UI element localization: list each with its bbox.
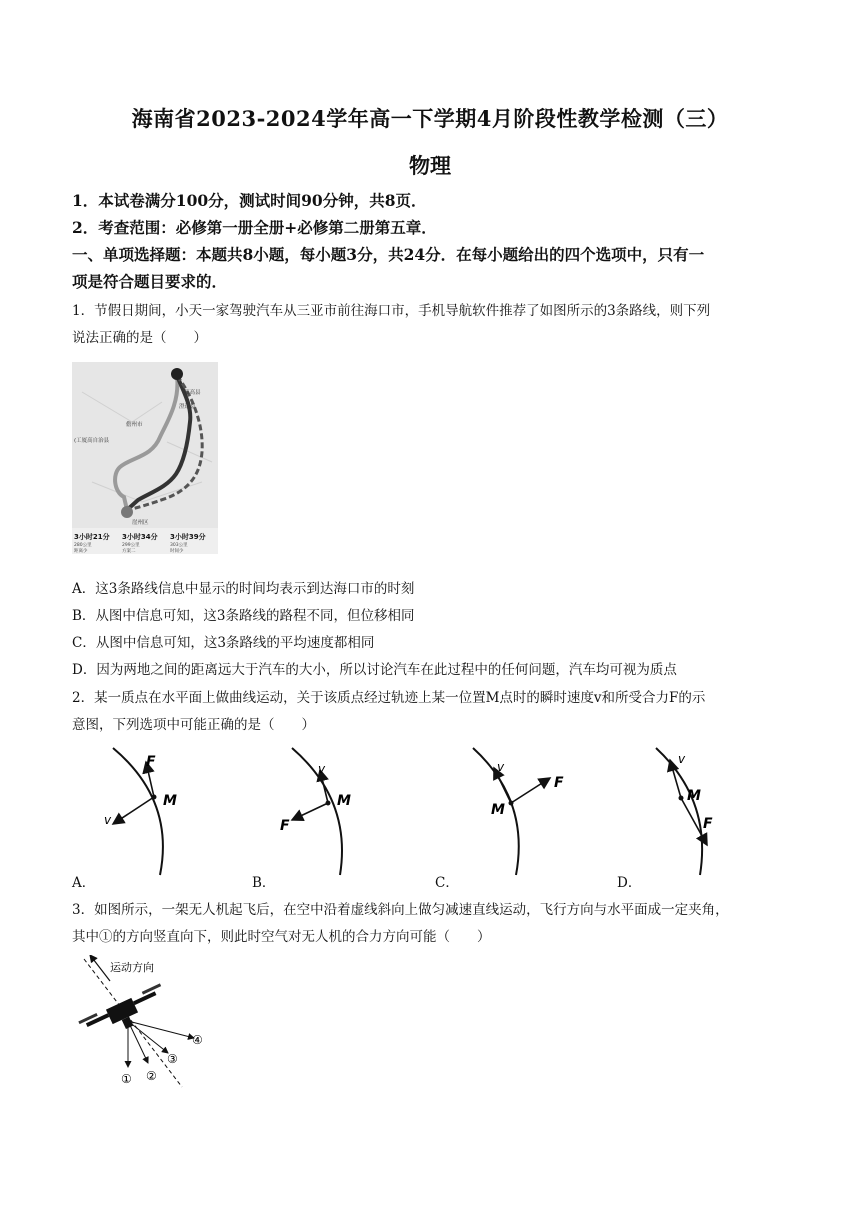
page-title: 海南省2023-2024学年高一下学期4月阶段性教学检测（三） — [131, 106, 729, 131]
svg-text:M: M — [687, 788, 701, 804]
q1-option-c: C．从图中信息可知，这3条路线的平均速度都相同 — [72, 635, 375, 651]
section-heading-line2: 项是符合题目要求的． — [72, 272, 228, 291]
q2-diagram-a — [104, 748, 177, 875]
route1-distance: 280公里 — [74, 543, 92, 548]
q2-option-c-label: C． — [435, 875, 459, 891]
exam-note-1: 1．本试卷满分100分，测试时间90分钟，共8页． — [72, 191, 427, 210]
map-label-yazhou: 崖州区 — [132, 520, 149, 526]
q2-diagram-c — [473, 748, 564, 875]
svg-text:M: M — [337, 793, 351, 809]
map-label-baisha: (工厦高自治县 — [74, 438, 110, 444]
svg-text:v: v — [678, 752, 686, 766]
map-destination-marker — [171, 368, 183, 380]
force-marker-1: ① — [121, 1072, 132, 1086]
map-label-chengmai: 澄迈县 — [179, 404, 196, 410]
q2-option-b-label: B． — [252, 875, 276, 891]
drone-icon — [78, 983, 171, 1046]
force-marker-2: ② — [146, 1069, 157, 1083]
route2-distance: 299公里 — [122, 543, 140, 548]
svg-text:v: v — [318, 762, 326, 776]
route3-tag: 时间少 — [170, 549, 184, 554]
svg-text:M: M — [491, 802, 505, 818]
force-marker-3: ③ — [167, 1052, 178, 1066]
exam-note-2: 2．考查范围：必修第一册全册+必修第二册第五章． — [72, 218, 437, 237]
route2-time: 3小时34分 — [122, 533, 158, 541]
q1-navigation-map — [72, 362, 218, 554]
q1-option-d: D．因为两地之间的距离远大于汽车的大小，所以讨论汽车在此过程中的任何问题，汽车均可视为质点 — [72, 662, 677, 678]
q3-stem-line2: 其中①的方向竖直向下，则此时空气对无人机的合力方向可能（ ） — [72, 929, 491, 945]
q2-stem-line1: 2．某一质点在水平面上做曲线运动，关于该质点经过轨迹上某一位置M点时的瞬时速度v和所受合力F的示 — [72, 690, 706, 706]
svg-text:v: v — [497, 760, 505, 774]
subject-title: 物理 — [409, 154, 451, 178]
route1-tag: 距离少 — [74, 549, 88, 554]
q3-stem-line1: 3．如图所示，一架无人机起飞后，在空中沿着虚线斜向上做匀减速直线运动，飞行方向与水平面成一定夹角， — [72, 902, 729, 918]
q2-option-a-label: A． — [72, 875, 96, 891]
svg-text:F: F — [146, 754, 156, 770]
force-marker-4: ④ — [192, 1033, 203, 1047]
q1-option-a: A．这3条路线信息中显示的时间均表示到达海口市的时刻 — [72, 581, 415, 597]
q2-diagram-b — [280, 748, 351, 875]
q2-option-d-label: D． — [617, 875, 642, 891]
svg-text:M: M — [163, 793, 177, 809]
svg-text:F: F — [554, 775, 564, 791]
map-label-lingao: 临高县 — [184, 390, 201, 396]
svg-text:F: F — [703, 816, 713, 832]
map-label-danzhou: 儋州市 — [126, 422, 143, 428]
section-heading-line1: 一、单项选择题：本题共8小题，每小题3分，共24分．在每小题给出的四个选项中，只有一 — [72, 245, 705, 264]
q1-stem-line2: 说法正确的是（ ） — [72, 330, 207, 346]
route2-tag: 方案二 — [122, 549, 136, 554]
q2-diagram-d — [656, 748, 713, 875]
q2-force-diagrams — [0, 740, 860, 880]
route1-time: 3小时21分 — [74, 533, 110, 541]
q3-drone-diagram — [70, 955, 220, 1090]
map-origin-marker — [121, 506, 133, 518]
route3-time: 3小时39分 — [170, 533, 206, 541]
q1-stem-line1: 1．节假日期间，小天一家驾驶汽车从三亚市前往海口市，手机导航软件推荐了如图所示的3条路线，则下列 — [72, 303, 711, 319]
svg-text:F: F — [280, 818, 290, 834]
q1-option-b: B．从图中信息可知，这3条路线的路程不同，但位移相同 — [72, 608, 415, 624]
motion-direction-label: 运动方向 — [110, 961, 154, 974]
q2-stem-line2: 意图，下列选项中可能正确的是（ ） — [72, 717, 315, 733]
svg-text:v: v — [104, 813, 112, 827]
route3-distance: 303公里 — [170, 543, 188, 548]
